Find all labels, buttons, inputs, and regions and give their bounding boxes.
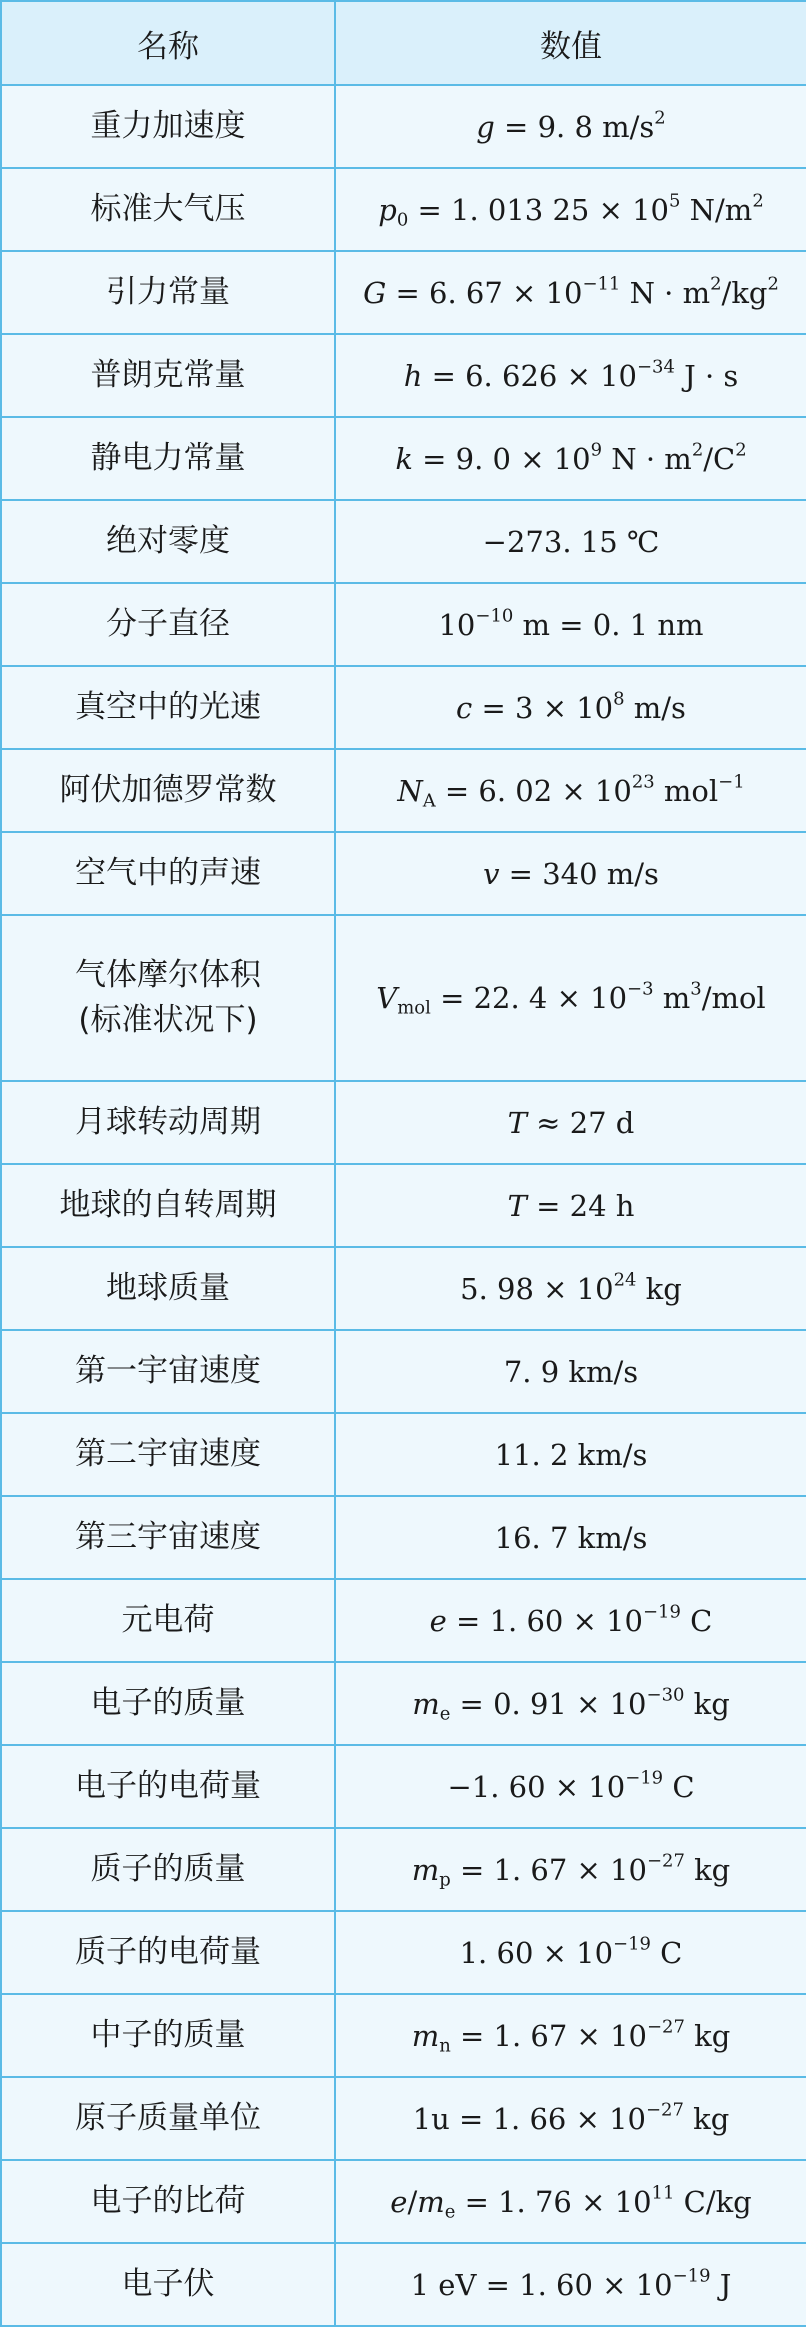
table-row	[1, 915, 806, 1081]
table-row	[1, 2160, 806, 2243]
superscript: 2	[691, 439, 704, 461]
value-text: C/kg	[674, 2184, 752, 2219]
constant-name: 电子的比荷	[1, 2160, 335, 2243]
value-text: 10	[438, 607, 476, 642]
value-text: N · m	[602, 441, 692, 476]
subscript: A	[422, 789, 436, 811]
table-row	[1, 1579, 806, 1662]
value-text: N/m	[680, 192, 753, 227]
constant-name: 绝对零度	[1, 500, 335, 583]
constant-name: 中子的质量	[1, 1994, 335, 2077]
value-text: 7. 9 km/s	[503, 1354, 639, 1389]
symbol: v	[483, 856, 500, 891]
constant-name: 电子的电荷量	[1, 1745, 335, 1828]
superscript: −19	[625, 1767, 664, 1789]
superscript: −19	[672, 2265, 711, 2287]
superscript: 3	[690, 978, 702, 1000]
subscript: p	[439, 1868, 451, 1890]
superscript: 2	[654, 107, 666, 129]
table-row	[1, 1994, 806, 2077]
constant-name: 分子直径	[1, 583, 335, 666]
superscript: −30	[646, 1684, 685, 1706]
value-text: kg	[684, 1686, 730, 1721]
value-text: −1. 60 × 10	[447, 1769, 626, 1804]
value-text: = 24 h	[526, 1188, 635, 1223]
value-text: = 1. 67 × 10	[450, 2018, 647, 2053]
subscript: e	[439, 1702, 451, 1724]
table-row	[1, 251, 806, 334]
constant-value	[335, 1496, 806, 1579]
value-text: /	[407, 2184, 418, 2219]
symbol: c	[456, 690, 473, 725]
value-text: C	[650, 1935, 683, 1970]
value-text: m	[653, 981, 691, 1015]
symbol: G	[363, 275, 387, 310]
table-row	[1, 1081, 806, 1164]
symbol: g	[476, 109, 495, 144]
superscript: −11	[582, 273, 621, 295]
constant-value	[335, 1662, 806, 1745]
symbol: m	[412, 1686, 440, 1721]
constant-name: 电子伏	[1, 2243, 335, 2326]
value-text: 16. 7 km/s	[494, 1520, 648, 1555]
subscript: e	[444, 2200, 456, 2222]
constant-name: 第二宇宙速度	[1, 1413, 335, 1496]
constant-value	[335, 1081, 806, 1164]
value-text: = 3 × 10	[472, 690, 614, 725]
value-text: /C	[703, 441, 736, 476]
constant-value	[335, 1745, 806, 1828]
superscript: 2	[767, 273, 779, 295]
constant-name	[1, 915, 335, 1081]
value-text: kg	[636, 1271, 682, 1306]
value-text: 1u = 1. 66 × 10	[412, 2101, 646, 2136]
value-text: = 9. 8 m/s	[494, 109, 655, 144]
symbol: T	[507, 1188, 527, 1223]
symbol: h	[403, 358, 423, 393]
table-row	[1, 2077, 806, 2160]
constant-value	[335, 1994, 806, 2077]
constant-value	[335, 1247, 806, 1330]
value-text: kg	[683, 2101, 730, 2136]
table-row	[1, 1247, 806, 1330]
constant-name-line: (标准状况下)	[78, 1002, 258, 1038]
constant-value	[335, 832, 806, 915]
superscript: 23	[631, 771, 655, 793]
symbol: m	[411, 2018, 440, 2053]
table-row	[1, 832, 806, 915]
constant-value	[335, 749, 806, 832]
table-row	[1, 334, 806, 417]
value-text: C	[680, 1603, 713, 1638]
constant-value	[335, 666, 806, 749]
symbol: N	[397, 773, 423, 808]
superscript: 5	[669, 190, 681, 212]
table-row	[1, 1413, 806, 1496]
table-row	[1, 1330, 806, 1413]
value-text: = 1. 013 25 × 10	[408, 192, 669, 227]
constant-name: 第三宇宙速度	[1, 1496, 335, 1579]
subscript: n	[439, 2034, 451, 2056]
constant-value	[335, 2243, 806, 2326]
constant-value	[335, 1164, 806, 1247]
constant-name: 引力常量	[1, 251, 335, 334]
constant-value	[335, 251, 806, 334]
constant-name: 地球的自转周期	[1, 1164, 335, 1247]
value-text: = 6. 02 × 10	[435, 773, 632, 808]
value-text: /mol	[701, 981, 766, 1015]
table-row	[1, 2243, 806, 2326]
symbol: m	[411, 1852, 440, 1887]
value-text: = 6. 626 × 10	[422, 358, 637, 393]
constant-value	[335, 417, 806, 500]
constant-name: 标准大气压	[1, 168, 335, 251]
symbol: e	[429, 1603, 447, 1638]
constant-name: 静电力常量	[1, 417, 335, 500]
constant-value	[335, 915, 806, 1081]
table-row	[1, 583, 806, 666]
constant-value	[335, 168, 806, 251]
header-row	[1, 1, 806, 85]
constant-value	[335, 1413, 806, 1496]
constant-value	[335, 583, 806, 666]
symbol: p	[378, 192, 397, 227]
constant-name: 普朗克常量	[1, 334, 335, 417]
table-row	[1, 666, 806, 749]
value-text: = 0. 91 × 10	[450, 1686, 647, 1721]
value-text: = 1. 76 × 10	[455, 2184, 652, 2219]
constant-value	[335, 2160, 806, 2243]
table-row	[1, 168, 806, 251]
superscript: 11	[651, 2182, 675, 2204]
value-text: = 22. 4 × 10	[430, 981, 628, 1015]
constant-name: 质子的质量	[1, 1828, 335, 1911]
superscript: −10	[475, 605, 514, 627]
superscript: −3	[627, 978, 654, 1000]
header-value: 数值	[335, 1, 806, 85]
constant-value	[335, 2077, 806, 2160]
constant-name: 原子质量单位	[1, 2077, 335, 2160]
table-row	[1, 1164, 806, 1247]
superscript: −19	[643, 1601, 681, 1623]
table-row	[1, 749, 806, 832]
superscript: 8	[613, 688, 625, 710]
symbol: T	[507, 1105, 527, 1140]
constant-value	[335, 1579, 806, 1662]
table-row	[1, 1911, 806, 1994]
superscript: −27	[646, 2016, 685, 2038]
constant-name: 地球质量	[1, 1247, 335, 1330]
value-text: J	[710, 2267, 732, 2302]
value-text: = 340 m/s	[499, 856, 659, 891]
value-text: kg	[684, 2018, 731, 2053]
constant-name: 重力加速度	[1, 85, 335, 168]
value-text: m = 0. 1 nm	[513, 607, 704, 642]
table-row	[1, 1662, 806, 1745]
superscript: 2	[752, 190, 764, 212]
subscript: mol	[397, 997, 431, 1019]
superscript: −1	[718, 771, 745, 793]
superscript: 9	[590, 439, 603, 461]
value-text: = 9. 0 × 10	[412, 441, 591, 476]
value-text: kg	[684, 1852, 731, 1887]
constant-name: 元电荷	[1, 1579, 335, 1662]
table-body	[1, 85, 806, 2326]
value-text: 5. 98 × 10	[460, 1271, 614, 1306]
value-text: N · m	[620, 275, 711, 310]
superscript: −34	[637, 356, 675, 378]
subscript: 0	[396, 208, 409, 230]
value-text: = 1. 67 × 10	[450, 1852, 647, 1887]
value-text: /kg	[721, 275, 768, 310]
value-text: m/s	[624, 690, 686, 725]
symbol: e	[390, 2184, 408, 2219]
constant-name: 空气中的声速	[1, 832, 335, 915]
value-text: −273. 15 ℃	[482, 524, 660, 559]
value-text: 11. 2 km/s	[494, 1437, 648, 1472]
constant-value	[335, 1828, 806, 1911]
superscript: −27	[646, 1850, 685, 1872]
constant-value	[335, 1911, 806, 1994]
constant-value	[335, 500, 806, 583]
constant-value	[335, 85, 806, 168]
value-text: 1 eV = 1. 60 × 10	[410, 2267, 673, 2302]
value-text: = 6. 67 × 10	[386, 275, 583, 310]
constant-name-line: 气体摩尔体积	[75, 957, 261, 994]
table-row	[1, 1745, 806, 1828]
superscript: 24	[613, 1269, 637, 1291]
constant-name: 真空中的光速	[1, 666, 335, 749]
table-row	[1, 417, 806, 500]
constant-name: 质子的电荷量	[1, 1911, 335, 1994]
constant-name: 月球转动周期	[1, 1081, 335, 1164]
value-text: J · s	[674, 358, 739, 393]
constant-name: 阿伏加德罗常数	[1, 749, 335, 832]
superscript: 2	[710, 273, 722, 295]
value-text: = 1. 60 × 10	[446, 1603, 643, 1638]
symbol: k	[395, 441, 413, 476]
superscript: 2	[735, 439, 747, 461]
superscript: −19	[613, 1933, 651, 1955]
symbol: V	[376, 981, 398, 1015]
value-text: 1. 60 × 10	[459, 1935, 614, 1970]
table-row	[1, 1496, 806, 1579]
constant-name: 第一宇宙速度	[1, 1330, 335, 1413]
constant-value	[335, 334, 806, 417]
table-row	[1, 85, 806, 168]
table-row	[1, 1828, 806, 1911]
header-name: 名称	[1, 1, 335, 85]
superscript: −27	[646, 2099, 684, 2121]
value-text: mol	[654, 773, 719, 808]
table-row	[1, 500, 806, 583]
constant-name: 电子的质量	[1, 1662, 335, 1745]
value-text: ≈ 27 d	[526, 1105, 635, 1140]
symbol: m	[417, 2184, 445, 2219]
constant-value	[335, 1330, 806, 1413]
value-text: C	[663, 1769, 695, 1804]
